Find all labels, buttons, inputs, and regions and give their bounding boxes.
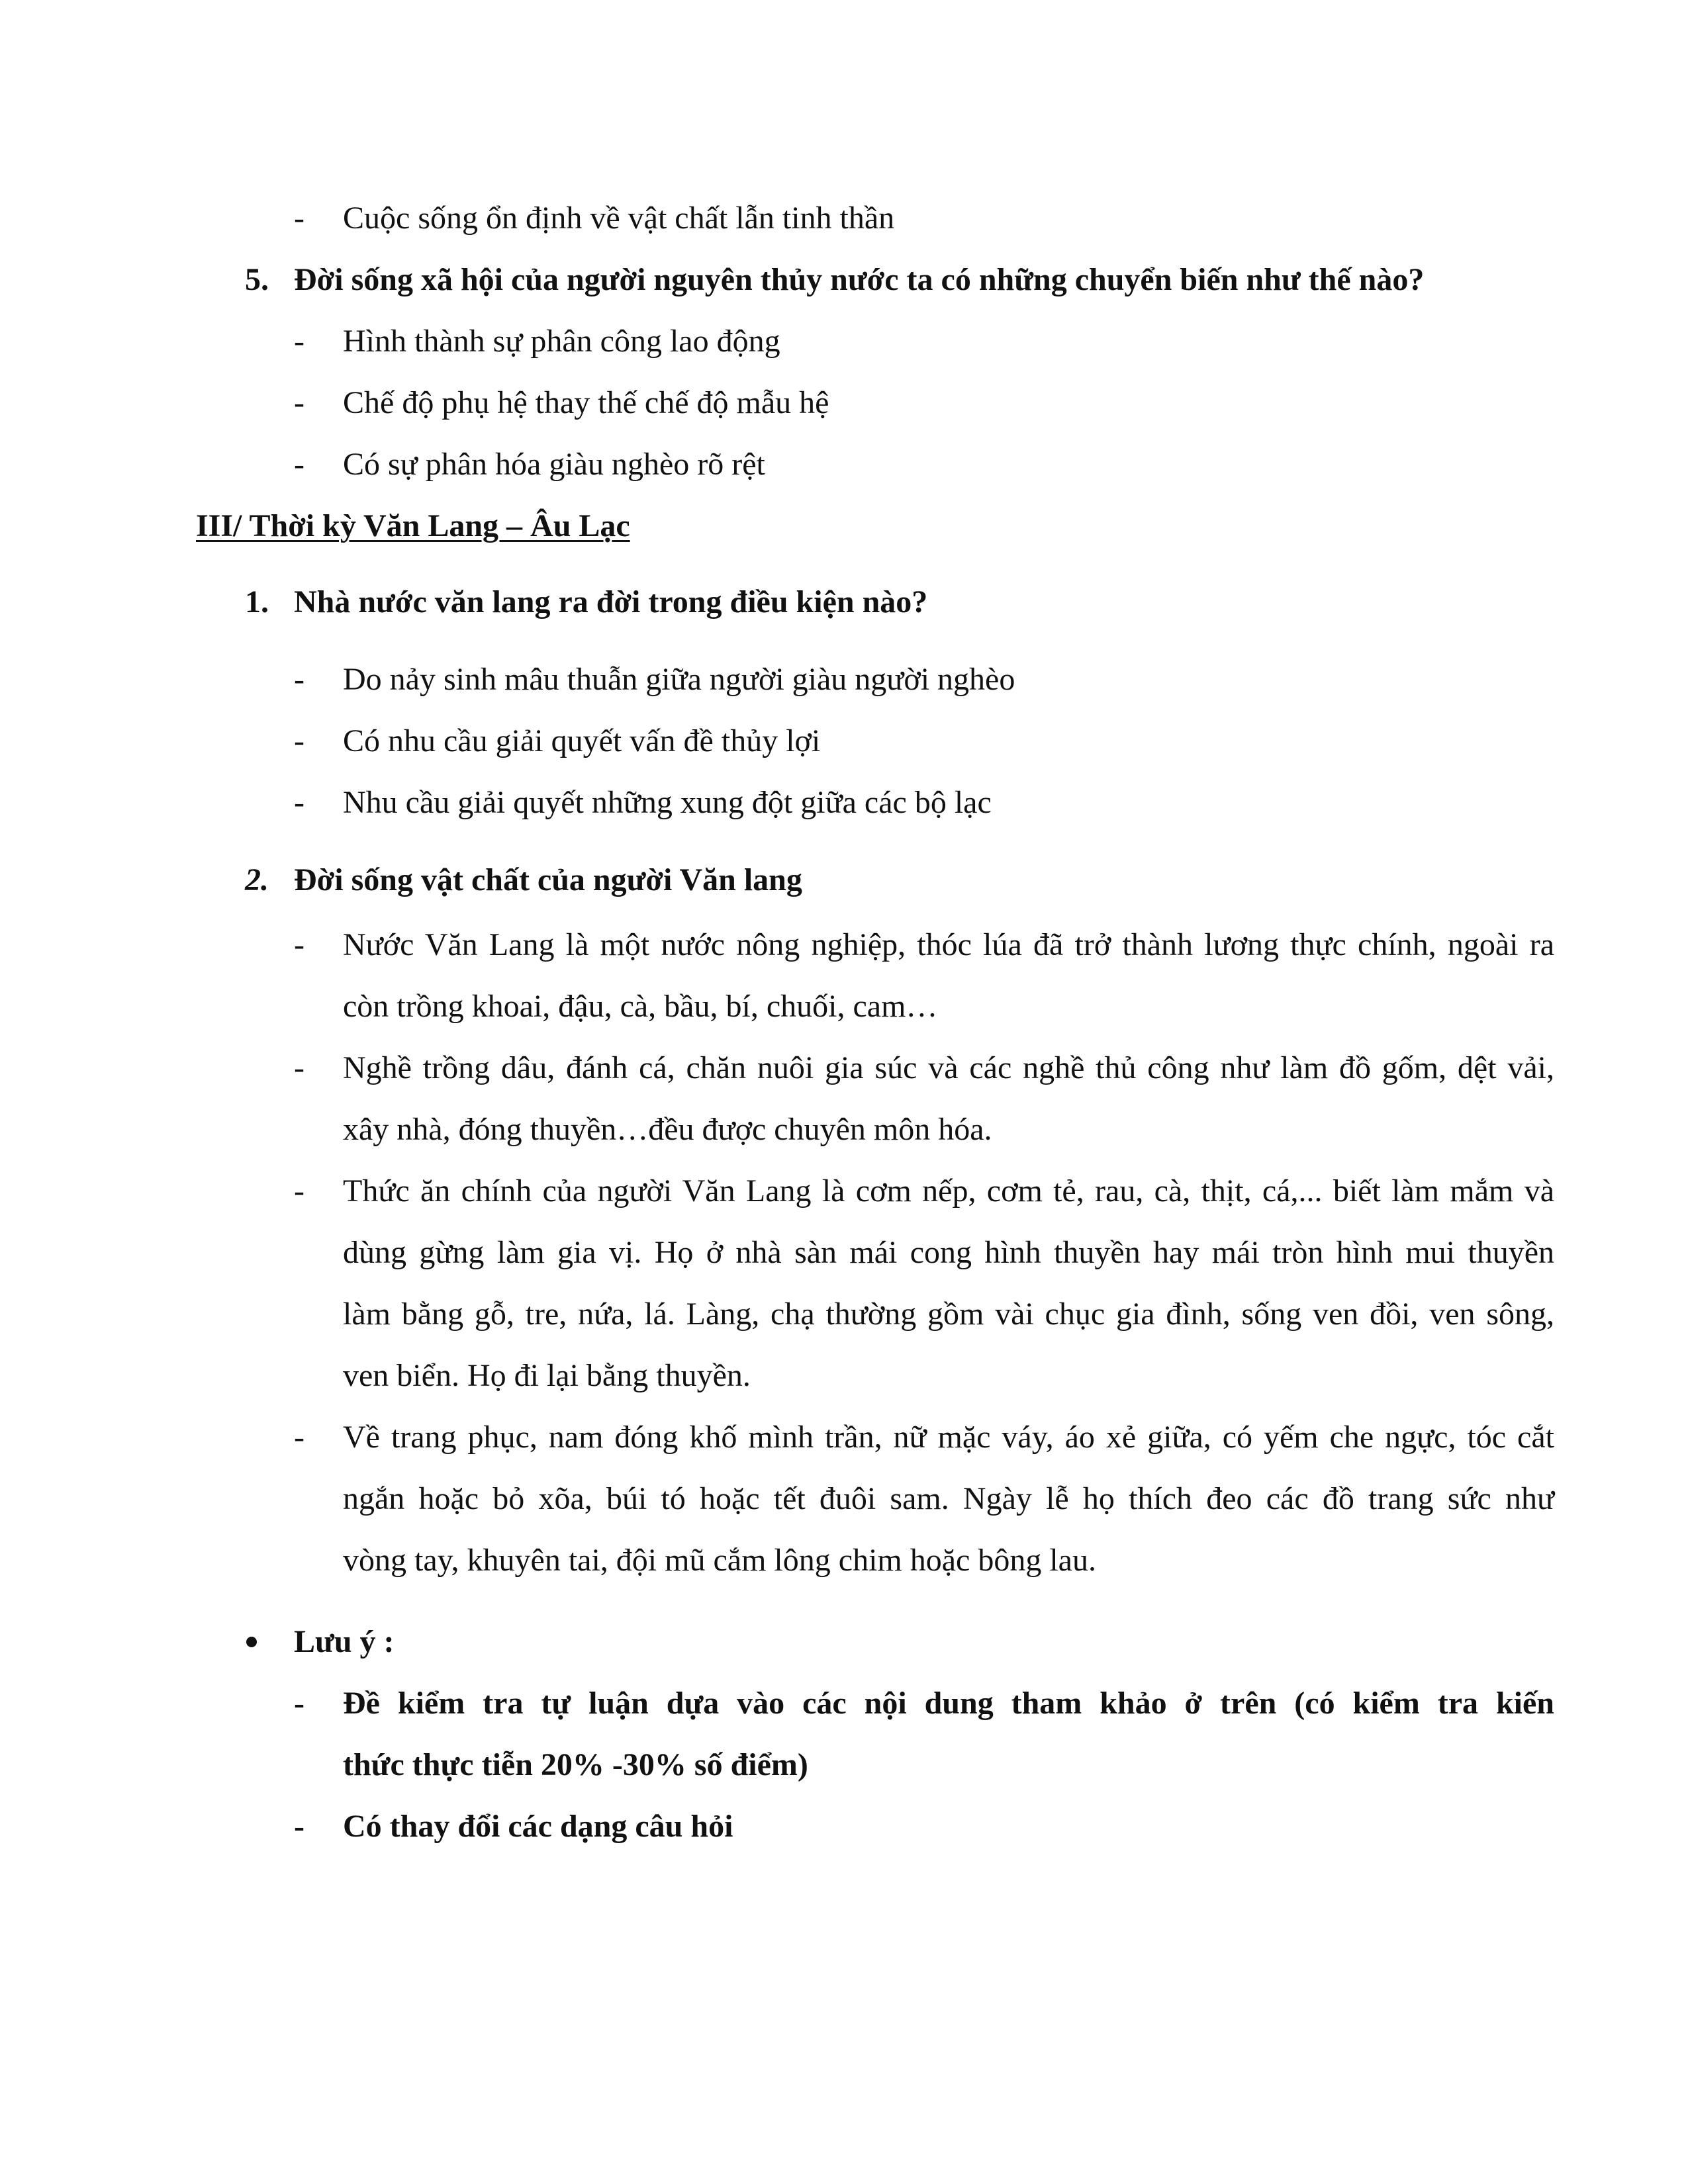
list-dash: - [294,201,305,236]
paragraph-line: dùng gừng làm gia vị. Họ ở nhà sàn mái cong hình thuyền hay mái tròn hình mui thuyền [343,1235,1554,1270]
paragraph-line: Nghề trồng dâu, đánh cá, chăn nuôi gia súc và các nghề thủ công như làm đồ gốm, dệt vải, [343,1050,1554,1085]
list-dash: - [294,324,305,359]
question-heading: Đời sống xã hội của người nguyên thủy nước ta có những chuyển biến như thế nào? [294,262,1425,297]
paragraph-line: ven biển. Họ đi lại bằng thuyền. [343,1358,751,1393]
list-item: Nhu cầu giải quyết những xung đột giữa các bộ lạc [343,785,992,820]
list-dash: - [294,723,305,758]
list-dash: - [294,1173,305,1208]
list-item: Có nhu cầu giải quyết vấn đề thủy lợi [343,723,821,758]
list-item: Cuộc sống ổn định về vật chất lẫn tinh thần [343,201,895,236]
list-dash: - [294,662,305,697]
list-dash: - [294,1686,305,1721]
paragraph-line: vòng tay, khuyên tai, đội mũ cắm lông chim hoặc bông lau. [343,1543,1096,1578]
list-item: Có sự phân hóa giàu nghèo rõ rệt [343,447,765,482]
note-line: Đề kiểm tra tự luận dựa vào các nội dung tham khảo ở trên (có kiểm tra kiến [343,1686,1554,1721]
list-dash: - [294,1809,305,1844]
list-item: Do nảy sinh mâu thuẫn giữa người giàu người nghèo [343,662,1015,697]
list-dash: - [294,1050,305,1085]
question-heading: Đời sống vật chất của người Văn lang [294,862,802,897]
note-line: Có thay đổi các dạng câu hỏi [343,1809,733,1844]
list-item: Hình thành sự phân công lao động [343,324,780,359]
list-dash: - [294,785,305,820]
paragraph-line: Về trang phục, nam đóng khố mình trần, nữ mặc váy, áo xẻ giữa, có yếm che ngực, tóc cắt [343,1420,1554,1455]
list-item: Chế độ phụ hệ thay thế chế độ mẫu hệ [343,385,829,420]
note-line: thức thực tiễn 20% -30% số điểm) [343,1747,808,1782]
paragraph-line: xây nhà, đóng thuyền…đều được chuyên môn hóa. [343,1112,992,1147]
section-heading: III/ Thời kỳ Văn Lang – Âu Lạc [196,508,630,543]
note-label: Lưu ý : [294,1624,395,1659]
question-heading: Nhà nước văn lang ra đời trong điều kiện nào? [294,584,928,619]
question-number: 1. [245,584,269,619]
bullet-icon [246,1637,257,1647]
paragraph-line: còn trồng khoai, đậu, cà, bầu, bí, chuối, cam… [343,989,938,1024]
list-dash: - [294,447,305,482]
question-number: 5. [245,262,269,297]
list-dash: - [294,385,305,420]
paragraph-line: ngắn hoặc bỏ xõa, búi tó hoặc tết đuôi sam. Ngày lễ họ thích đeo các đồ trang sức như [343,1481,1554,1516]
paragraph-line: làm bằng gỗ, tre, nứa, lá. Làng, chạ thường gồm vài chục gia đình, sống ven đồi, ven sông, [343,1297,1554,1332]
paragraph-line: Thức ăn chính của người Văn Lang là cơm nếp, cơm tẻ, rau, cà, thịt, cá,... biết làm mắm và [343,1173,1554,1208]
list-dash: - [294,1420,305,1455]
list-dash: - [294,927,305,962]
paragraph-line: Nước Văn Lang là một nước nông nghiệp, thóc lúa đã trở thành lương thực chính, ngoài ra [343,927,1554,962]
question-number: 2. [245,862,269,897]
